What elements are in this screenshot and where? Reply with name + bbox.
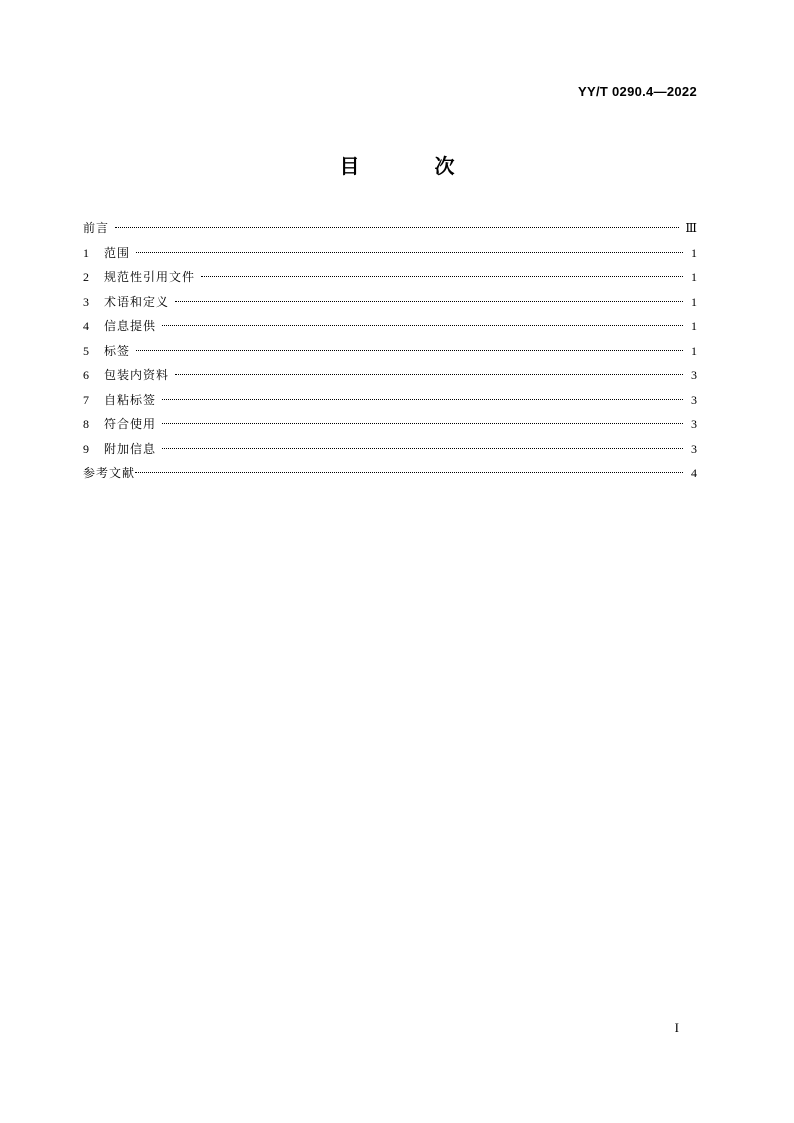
toc-entry-page: 3: [691, 368, 697, 382]
toc-leader-dots: [136, 252, 683, 253]
toc-entry-page: 1: [691, 270, 697, 284]
toc-entry-label: 范围: [104, 245, 131, 260]
toc-entry-page: 3: [691, 417, 697, 431]
table-of-contents: [83, 216, 697, 486]
toc-entry-number: 4: [83, 319, 89, 333]
toc-entry-label: 术语和定义: [104, 294, 170, 309]
page-title: 目 次: [339, 154, 489, 178]
toc-entry-number: 1: [83, 245, 89, 260]
page-number: I: [674, 1020, 679, 1035]
toc-entry-label: 符合使用: [104, 417, 157, 431]
toc-leader-dots: [135, 472, 683, 473]
toc-entry-label: 包装内资料: [104, 368, 170, 382]
toc-leader-dots: [115, 227, 679, 228]
toc-entry-additional-information[interactable]: [83, 437, 697, 462]
toc-entry-adhesive-labels[interactable]: [83, 388, 697, 413]
toc-entry-bibliography[interactable]: [83, 461, 697, 486]
toc-entry-page: 3: [691, 441, 697, 456]
toc-entry-number: 5: [83, 343, 89, 358]
toc-entry-number: 9: [83, 441, 89, 456]
toc-entry-number: 8: [83, 417, 89, 431]
toc-leader-dots: [162, 325, 683, 326]
toc-entry-number: 6: [83, 368, 89, 382]
toc-entry-page: 1: [691, 294, 697, 309]
toc-entry-page: 1: [691, 245, 697, 260]
toc-entry-page: 3: [691, 392, 697, 407]
toc-leader-dots: [162, 399, 683, 400]
toc-leader-dots: [136, 350, 683, 351]
toc-entry-number: 7: [83, 392, 89, 407]
toc-entry-foreword[interactable]: [83, 216, 697, 241]
toc-entry-conformity[interactable]: [83, 412, 697, 437]
toc-entry-label: 附加信息: [104, 441, 157, 456]
toc-entry-label: 参考文献: [83, 466, 136, 480]
toc-entry-page: Ⅲ: [685, 221, 697, 235]
toc-leader-dots: [175, 374, 683, 375]
toc-entry-page: 1: [691, 319, 697, 333]
standard-code: YY/T 0290.4—2022: [578, 84, 697, 99]
toc-entry-label: 自粘标签: [104, 392, 157, 407]
toc-entry-number: 2: [83, 270, 89, 284]
toc-entry-label: 前言: [83, 221, 110, 235]
toc-entry-number: 3: [83, 294, 89, 309]
toc-entry-normative-references[interactable]: [83, 265, 697, 290]
toc-entry-terms-definitions[interactable]: [83, 290, 697, 315]
toc-entry-scope[interactable]: [83, 241, 697, 266]
toc-leader-dots: [162, 423, 683, 424]
toc-entry-page: 1: [691, 343, 697, 358]
toc-entry-labelling[interactable]: [83, 339, 697, 364]
toc-entry-label: 标签: [104, 343, 131, 358]
toc-leader-dots: [162, 448, 683, 449]
toc-entry-label: 信息提供: [104, 319, 157, 333]
toc-entry-package-insert[interactable]: [83, 363, 697, 388]
toc-entry-information[interactable]: [83, 314, 697, 339]
toc-entry-label: 规范性引用文件: [104, 270, 196, 284]
toc-leader-dots: [201, 276, 683, 277]
toc-entry-page: 4: [691, 466, 697, 480]
toc-leader-dots: [175, 301, 683, 302]
